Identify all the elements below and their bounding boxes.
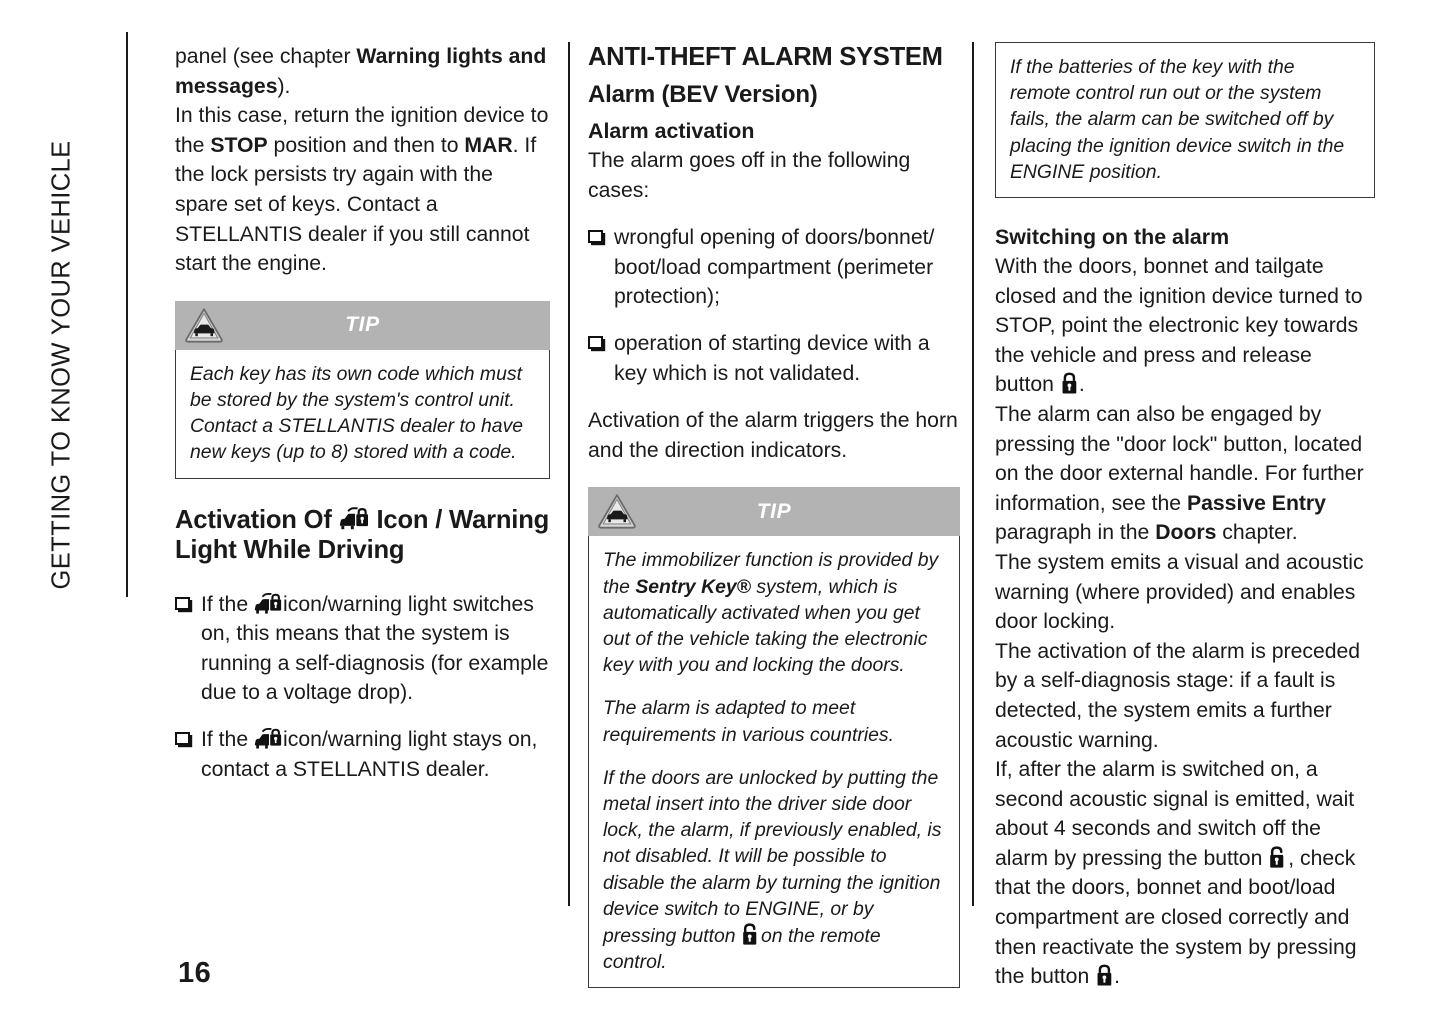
column-divider-1 — [568, 42, 570, 906]
paragraph-second-acoustic-signal — [995, 755, 1375, 992]
text-run: The immobilizer function is provided by the — [603, 549, 939, 598]
paragraph-alarm-triggers: Activation of the alarm triggers the horn and the direction indicators. — [588, 409, 958, 462]
paragraph-switch-on-instructions — [995, 252, 1375, 400]
text-run: operation of starting device with a key which is not validated. — [614, 331, 930, 385]
tip-header — [175, 301, 550, 350]
tip-text: Each key has its own code which must be stored by the system's control unit. Contact a STELLANTIS dealer to have new keys (up to 8) stored with a code. — [190, 362, 524, 464]
column-3 — [995, 42, 1375, 992]
padlock-closed-icon — [1060, 371, 1079, 396]
text-run: icon/warning light switches on, this means that the system is running a self-diagnosis (for example due to a voltage drop). — [201, 592, 549, 705]
column-divider-2 — [972, 42, 974, 906]
bold-warning-lights: Warning lights and messages — [175, 45, 547, 98]
text-run: paragraph in the — [995, 521, 1156, 545]
bullet-square-icon — [175, 597, 190, 610]
tip-box-immobilizer — [588, 487, 960, 988]
paragraph-alarm-intro: The alarm goes off in the following cases: — [588, 149, 911, 202]
paragraph-visual-acoustic-warning: The system emits a visual and acoustic warning (where provided) and enables door locking. — [995, 550, 1364, 634]
heading-text-a: Activation Of — [175, 505, 332, 534]
paragraph-ignition-instructions — [175, 101, 550, 279]
text-run: If the doors are unlocked by putting the metal insert into the driver side door lock, the alarm, if previously enabled, is not disabled. It will be possible to disable the alarm by turning the ignition device switch to ENGINE, or by pressing button — [603, 766, 942, 947]
list-item — [175, 725, 550, 784]
bold-mar: MAR — [464, 133, 513, 157]
tip-body — [588, 536, 960, 988]
text-run: With the doors, bonnet and tailgate closed and the ignition device turned to STOP, point the electronic key towards the vehicle and press and release button — [995, 255, 1363, 397]
bullet-square-icon — [588, 336, 603, 349]
text-run: system, which is automatically activated when you get out of the vehicle taking the electronic key with you and locking the doors. — [603, 575, 928, 677]
heading-switching-on-the-alarm: Switching on the alarm — [995, 225, 1230, 250]
paragraph-panel-reference — [175, 42, 550, 101]
text-run: If the — [201, 727, 249, 751]
bullet-square-icon — [588, 230, 603, 243]
text-run: . If the lock persists try again with the spare set of keys. Contact a STELLANTIS dealer if you still cannot start the engine. — [175, 133, 537, 276]
list-item — [588, 329, 960, 388]
text-run: The alarm can also be engaged by pressing the "door lock" button, located on the door external handle. For further information, see the — [995, 402, 1364, 515]
car-lock-immobilizer-icon — [339, 506, 370, 532]
text-run: , check that the doors, bonnet and boot/load compartment are closed correctly and then reactivate the system by pressing the button — [995, 846, 1357, 989]
heading-text-b: Icon / Warning Light While Driving — [175, 505, 550, 564]
tip-label: TIP — [345, 313, 380, 337]
bold-doors: Doors — [1155, 521, 1217, 545]
warning-triangle-car-icon — [184, 306, 224, 344]
note-box-battery — [995, 42, 1375, 198]
text-run: icon/warning light stays on, contact a STELLANTIS dealer. — [201, 727, 538, 781]
text-run: wrongful opening of doors/bonnet/ boot/load compartment (perimeter protection); — [614, 226, 935, 309]
chapter-banner-label: GETTING TO KNOW YOUR VEHICLE — [47, 140, 76, 590]
bullet-list-alarm-cases — [588, 223, 960, 388]
text-run: . — [1078, 373, 1085, 397]
padlock-open-icon — [1268, 845, 1288, 870]
bullet-list-icon-behavior — [175, 590, 550, 785]
tip-body — [175, 350, 550, 479]
heading-alarm-bev-version: Alarm (BEV Version) — [588, 81, 818, 108]
chapter-banner-rule — [126, 32, 128, 597]
tip-header — [588, 487, 960, 536]
paragraph-self-diagnosis: The activation of the alarm is preceded by a self-diagnosis stage: if a fault is detected, the system emits a further acoustic warning. — [995, 639, 1361, 752]
car-lock-immobilizer-icon — [254, 592, 283, 616]
tip-paragraph-immobilizer — [603, 547, 945, 678]
car-lock-immobilizer-icon — [254, 727, 283, 751]
tip-paragraph-metal-insert — [603, 765, 945, 976]
text-run: If, after the alarm is switched on, a second acoustic signal is emitted, wait about 4 seconds and switch off the alarm by pressing the button — [995, 758, 1355, 870]
tip-paragraph-countries: The alarm is adapted to meet requirements in various countries. — [603, 697, 894, 746]
text-run: In this case, return the ignition device to the — [175, 104, 549, 157]
heading-activation-icon — [175, 505, 550, 565]
padlock-open-icon — [741, 922, 761, 947]
list-item — [175, 590, 550, 708]
warning-triangle-car-icon — [597, 492, 637, 530]
tip-box-keys — [175, 301, 550, 479]
list-item — [588, 223, 960, 312]
paragraph-door-lock-button — [995, 400, 1375, 548]
bold-sentry-key: Sentry Key® — [635, 575, 751, 598]
text-run: on the remote control. — [603, 924, 881, 974]
heading-anti-theft-alarm-system: ANTI-THEFT ALARM SYSTEM — [588, 43, 943, 71]
bold-stop: STOP — [210, 133, 268, 157]
padlock-closed-icon — [1095, 963, 1114, 988]
column-1 — [175, 42, 550, 784]
text-run: . — [1114, 965, 1121, 989]
note-text: If the batteries of the key with the remote control run out or the system fails, the alarm can be switched off by placing the ignition device switch in the ENGINE position. — [1010, 56, 1345, 183]
heading-alarm-activation: Alarm activation — [588, 119, 755, 143]
chapter-banner — [0, 30, 76, 630]
bullet-square-icon — [175, 732, 190, 745]
page-number: 16 — [178, 957, 212, 989]
column-2 — [588, 42, 960, 988]
tip-label: TIP — [756, 499, 792, 523]
text-run: If the — [201, 592, 249, 616]
text-run: position and then to — [267, 133, 465, 157]
text-run: chapter. — [1216, 521, 1298, 545]
bold-passive-entry: Passive Entry — [1186, 491, 1326, 515]
text-run: panel (see chapter — [175, 45, 357, 68]
text-run: ). — [277, 74, 291, 98]
